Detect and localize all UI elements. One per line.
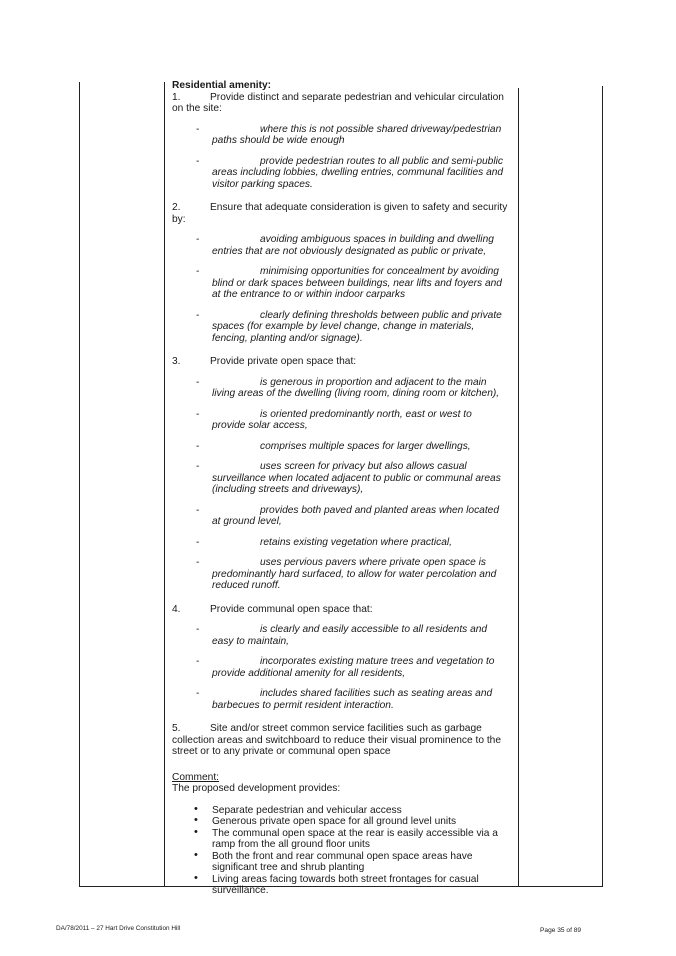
requirement-number: 5. <box>172 723 181 734</box>
requirement-item <box>172 604 508 712</box>
requirement-text <box>172 356 508 368</box>
requirement-description: Ensure that adequate consideration is given to safety and security by: <box>172 202 508 225</box>
requirement-description: Provide private open space that: <box>210 356 357 367</box>
sub-point-text: includes shared facilities such as seating areas and barbecues to permit resident interaction. <box>212 688 493 711</box>
page-number: Page 35 of 89 <box>540 927 582 934</box>
comment-bullet-text: Generous private open space for all ground level units <box>212 816 457 827</box>
comment-label: Comment: <box>172 771 219 783</box>
sub-point-text: retains existing vegetation where practical, <box>260 536 452 548</box>
requirement-description: Provide communal open space that: <box>210 603 373 615</box>
sub-point-text: provide pedestrian routes to all public and semi-public areas including lobbies, dwelling entries, communal facilities and visitor parking spaces. <box>212 155 504 190</box>
dash-marker: - <box>196 234 200 245</box>
comment-bullet-text: Separate pedestrian and vehicular access <box>212 804 402 816</box>
comment-bullet <box>172 825 508 851</box>
dash-marker: - <box>196 504 200 516</box>
dash-marker: - <box>196 123 200 135</box>
sub-point <box>172 234 508 257</box>
sub-point-text: where this is not possible shared driveway/pedestrian paths should be wide enough <box>212 123 502 146</box>
sub-point <box>172 505 508 528</box>
sub-point-text: minimising opportunities for concealment by avoiding blind or dark spaces between buildings, near lifts and foyers and at the entrance to or within indoor carparks <box>212 266 502 300</box>
sub-point-text: is generous in proportion and adjacent to the main living areas of the dwelling (living room, dining room or kitchen), <box>212 376 500 399</box>
dash-marker: - <box>196 440 200 452</box>
document-reference: DA/78/2011 – 27 Hart Drive Constitution Hill <box>56 925 181 932</box>
table-divider-right <box>518 88 519 887</box>
sub-point-text: is oriented predominantly north, east or west to provide solar access, <box>212 408 472 431</box>
dash-marker: - <box>196 688 200 699</box>
sub-point-text: incorporates existing mature trees and vegetation to provide additional amenity for all residents, <box>212 656 495 679</box>
sub-point-list <box>172 124 508 191</box>
table-divider-left <box>164 82 165 887</box>
table-border-left <box>79 82 80 887</box>
sub-point-text: uses pervious pavers where private open space is predominantly hard surfaced, to allow for water percolation and reduced runoff. <box>212 557 497 591</box>
document-content <box>172 80 508 897</box>
sub-point <box>172 266 508 301</box>
requirement-number: 2. <box>172 202 181 213</box>
sub-point <box>172 156 508 191</box>
comment-bullet-text: Living areas facing towards both street frontages for casual surveillance. <box>212 873 479 896</box>
sub-point <box>172 310 508 345</box>
bullet-icon: • <box>194 814 198 826</box>
sub-point-list <box>172 234 508 344</box>
comment-bullet-text: The communal open space at the rear is easily accessible via a ramp from the all ground floor units <box>212 827 498 850</box>
dash-marker: - <box>196 656 200 667</box>
sub-point <box>172 124 508 147</box>
requirement-text <box>172 92 508 115</box>
sub-point-text: is clearly and easily accessible to all residents and easy to maintain, <box>212 624 488 647</box>
comment-bullet-list <box>172 802 508 897</box>
section-heading: Residential amenity: <box>172 80 272 91</box>
comment-bullet <box>172 802 508 817</box>
requirement-number: 4. <box>172 603 181 615</box>
dash-marker: - <box>196 408 200 420</box>
sub-point <box>172 461 508 496</box>
dash-marker: - <box>196 536 200 548</box>
sub-point <box>172 409 508 432</box>
dash-marker: - <box>196 309 200 321</box>
requirement-description: Site and/or street common service facilities such as garbage collection areas and switchboard to reduce their visual prominence to the street or to any private or communal open space <box>172 723 502 757</box>
sub-point-text: comprises multiple spaces for larger dwellings, <box>260 440 471 452</box>
requirement-text <box>172 723 508 758</box>
dash-marker: - <box>196 461 200 472</box>
sub-point-text: avoiding ambiguous spaces in building and dwelling entries that are not obviously designated as public or private, <box>212 234 494 257</box>
bullet-icon: • <box>194 871 198 884</box>
dash-marker: - <box>196 557 200 568</box>
requirement-item <box>172 92 508 191</box>
comment-bullet-text: Both the front and rear communal open space areas have significant tree and shrub planting <box>212 850 473 873</box>
sub-point <box>172 441 508 453</box>
sub-point <box>172 537 508 549</box>
bullet-icon: • <box>194 802 198 815</box>
sub-point <box>172 377 508 400</box>
dash-marker: - <box>196 266 200 277</box>
bullet-icon: • <box>194 825 198 838</box>
sub-point <box>172 557 508 592</box>
requirement-item <box>172 723 508 758</box>
comment-intro: The proposed development provides: <box>172 783 341 794</box>
sub-point <box>172 688 508 711</box>
comment-bullet <box>172 871 508 897</box>
sub-point-list <box>172 377 508 592</box>
requirement-number: 3. <box>172 356 181 367</box>
requirements-list <box>172 92 508 758</box>
requirement-text <box>172 202 508 225</box>
comment-bullet <box>172 816 508 828</box>
sub-point-text: clearly defining thresholds between public and private spaces (for example by level change, change in materials, fencing, planting and/or signage). <box>212 309 502 344</box>
sub-point <box>172 624 508 647</box>
dash-marker: - <box>196 376 200 388</box>
comment-bullet <box>172 848 508 874</box>
requirement-text <box>172 604 508 616</box>
table-border-right <box>602 86 603 887</box>
sub-point-text: provides both paved and planted areas when located at ground level, <box>212 504 500 527</box>
dash-marker: - <box>196 155 200 167</box>
dash-marker: - <box>196 624 200 635</box>
requirement-description: Provide distinct and separate pedestrian and vehicular circulation on the site: <box>172 91 504 114</box>
requirement-item <box>172 202 508 344</box>
sub-point-list <box>172 624 508 711</box>
requirement-item <box>172 356 508 592</box>
sub-point <box>172 656 508 679</box>
sub-point-text: uses screen for privacy but also allows casual surveillance when located adjacent to public or communal areas (including streets and driveways), <box>212 461 501 495</box>
requirement-number: 1. <box>172 91 181 103</box>
bullet-icon: • <box>194 848 198 861</box>
